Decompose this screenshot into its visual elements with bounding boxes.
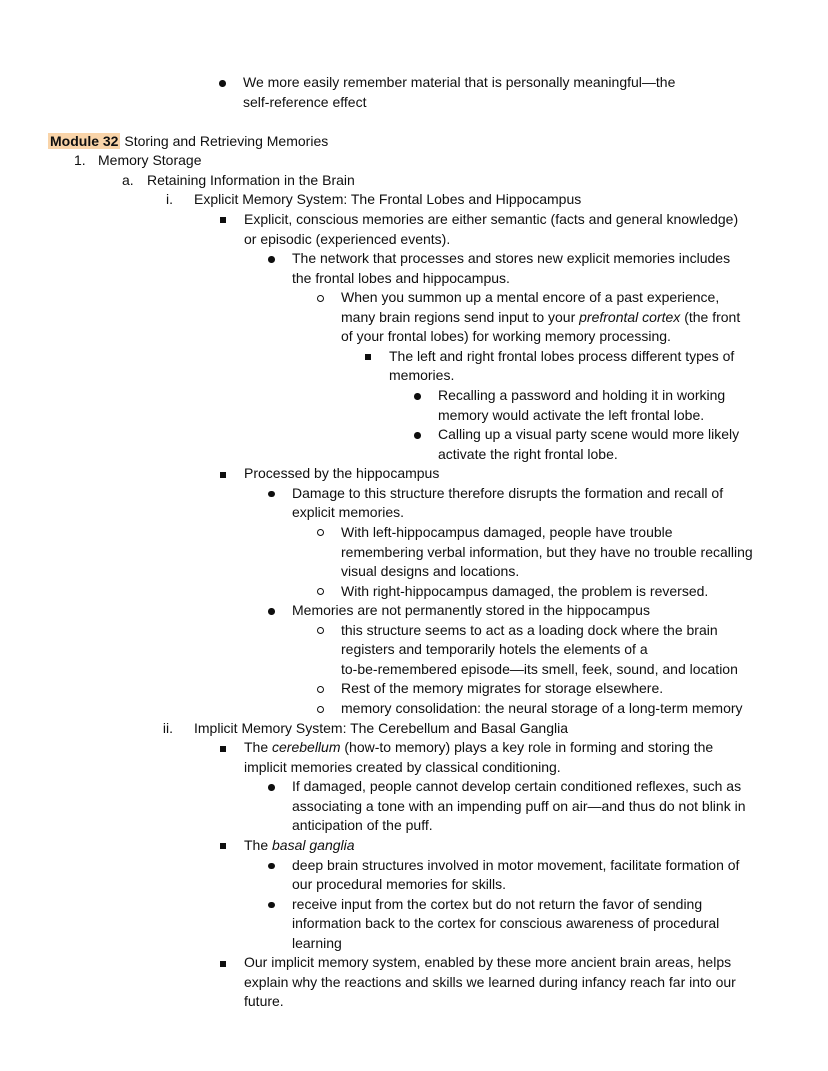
- list-number-marker: a.: [122, 171, 134, 188]
- bullet-marker: [220, 961, 226, 967]
- text-segment: or episodic (experienced events).: [244, 230, 451, 247]
- bullet-marker: [317, 627, 324, 634]
- bullet-marker: [365, 354, 371, 360]
- text-segment: of your frontal lobes) for working memory processing.: [341, 328, 671, 345]
- list-item: [0, 73, 828, 112]
- text-line: [48, 132, 828, 152]
- text-segment: activate the right frontal lobe.: [438, 445, 618, 462]
- list-item: [0, 836, 828, 856]
- text-line: [244, 836, 828, 856]
- list-item: [0, 582, 828, 602]
- text-line: [292, 503, 828, 523]
- text-segment: receive input from the cortex but do not return the favor of sending: [292, 895, 703, 912]
- text-segment: many brain regions send input to your: [341, 308, 580, 325]
- text-line: [244, 210, 828, 230]
- text-line: [292, 856, 828, 876]
- text-line: [244, 973, 828, 993]
- list-item: [0, 464, 828, 484]
- text-line: [292, 601, 828, 621]
- text-segment: memory would activate the left frontal lobe.: [438, 406, 705, 423]
- bullet-marker: [268, 902, 275, 909]
- text-segment: implicit memories created by classical conditioning.: [244, 758, 561, 775]
- list-item: [0, 386, 828, 425]
- text-segment: remembering verbal information, but they have no trouble recalling: [341, 543, 753, 560]
- text-line: [341, 543, 828, 563]
- text-segment: anticipation of the puff.: [292, 817, 433, 834]
- list-item: [0, 171, 828, 191]
- text-segment: Explicit, conscious memories are either semantic (facts and general knowledge): [244, 210, 739, 227]
- bullet-marker: [317, 686, 324, 693]
- text-segment: to-be-remembered episode—its smell, feek, sound, and location: [341, 660, 738, 677]
- text-line: [341, 679, 828, 699]
- list-item: [0, 953, 828, 1012]
- list-number-marker: 1.: [74, 152, 86, 169]
- text-segment: memories.: [389, 367, 455, 384]
- text-segment: information back to the cortex for conscious awareness of procedural: [292, 915, 720, 932]
- list-item: [0, 738, 828, 777]
- list-item: [0, 210, 828, 249]
- list-item: [0, 621, 828, 680]
- bullet-marker: [268, 608, 275, 615]
- text-segment: Storing and Retrieving Memories: [120, 132, 329, 149]
- list-item: [0, 347, 828, 386]
- text-segment: self-reference effect: [243, 93, 367, 110]
- text-segment: cerebellum: [272, 739, 341, 756]
- text-segment: Calling up a visual party scene would more likely: [438, 426, 740, 443]
- text-line: [244, 953, 828, 973]
- list-item: [0, 249, 828, 288]
- text-line: [244, 738, 828, 758]
- text-line: [292, 816, 828, 836]
- text-line: [292, 777, 828, 797]
- text-segment: explain why the reactions and skills we learned during infancy reach far into our: [244, 973, 736, 990]
- bullet-marker: [414, 393, 421, 400]
- text-segment: (the front: [680, 308, 741, 325]
- text-line: [244, 464, 828, 484]
- bullet-marker: [317, 529, 324, 536]
- text-line: [389, 347, 828, 367]
- text-line: [438, 445, 828, 465]
- bullet-marker: [268, 784, 275, 791]
- text-line: [438, 386, 828, 406]
- text-line: [341, 660, 828, 680]
- text-segment: Memories are not permanently stored in the hippocampus: [292, 602, 650, 619]
- text-line: [292, 934, 828, 954]
- bullet-marker: [268, 256, 275, 263]
- text-segment: learning: [292, 934, 342, 951]
- bullet-marker: [220, 746, 226, 752]
- text-line: [341, 699, 828, 719]
- text-line: [389, 366, 828, 386]
- text-line: [341, 640, 828, 660]
- bullet-marker: [317, 706, 324, 713]
- text-line: [292, 895, 828, 915]
- text-line: [244, 230, 828, 250]
- text-line: [292, 249, 828, 269]
- bullet-marker: [220, 217, 226, 223]
- text-line: [341, 288, 828, 308]
- text-segment: Memory Storage: [98, 152, 202, 169]
- text-segment: Our implicit memory system, enabled by these more ancient brain areas, helps: [244, 954, 732, 971]
- list-item: [0, 484, 828, 523]
- bullet-marker: [317, 588, 324, 595]
- text-segment: registers and temporarily hotels the elements of a: [341, 641, 648, 658]
- text-segment: prefrontal cortex: [579, 308, 681, 325]
- text-segment: Processed by the hippocampus: [244, 465, 440, 482]
- text-line: [194, 719, 828, 739]
- text-segment: visual designs and locations.: [341, 563, 520, 580]
- text-segment: The left and right frontal lobes process different types of: [389, 347, 735, 364]
- list-item: [0, 190, 828, 210]
- text-line: [438, 425, 828, 445]
- list-number-marker: i.: [166, 191, 173, 208]
- text-segment: With right-hippocampus damaged, the problem is reversed.: [341, 582, 709, 599]
- list-item: [0, 777, 828, 836]
- highlighted-text: Module 32: [50, 132, 119, 149]
- text-segment: The: [244, 739, 273, 756]
- bullet-marker: [219, 80, 226, 87]
- text-line: [292, 914, 828, 934]
- list-item: [0, 523, 828, 582]
- text-segment: this structure seems to act as a loading dock where the brain: [341, 621, 718, 638]
- bullet-marker: [268, 863, 275, 870]
- text-segment: Rest of the memory migrates for storage elsewhere.: [341, 680, 664, 697]
- text-segment: The network that processes and stores new explicit memories includes: [292, 250, 731, 267]
- text-segment: explicit memories.: [292, 504, 405, 521]
- text-line: [292, 269, 828, 289]
- blank-line: [0, 112, 828, 132]
- list-item: [0, 895, 828, 954]
- text-segment: The: [244, 836, 273, 853]
- text-line: [147, 171, 828, 191]
- text-line: [98, 151, 828, 171]
- list-item: [0, 288, 828, 347]
- text-line: [341, 621, 828, 641]
- text-line: [243, 93, 828, 113]
- text-segment: Explicit Memory System: The Frontal Lobes and Hippocampus: [194, 191, 582, 208]
- text-segment: Damage to this structure therefore disrupts the formation and recall of: [292, 484, 724, 501]
- list-item: [0, 601, 828, 621]
- text-segment: Implicit Memory System: The Cerebellum and Basal Ganglia: [194, 719, 569, 736]
- list-number-marker: ii.: [162, 719, 173, 736]
- text-line: [341, 308, 828, 328]
- text-segment: our procedural memories for skills.: [292, 876, 506, 893]
- bullet-marker: [414, 432, 421, 439]
- text-segment: If damaged, people cannot develop certain conditioned reflexes, such as: [292, 778, 742, 795]
- bullet-marker: [268, 491, 275, 498]
- text-segment: future.: [244, 993, 284, 1010]
- text-line: [341, 523, 828, 543]
- text-segment: the frontal lobes and hippocampus.: [292, 269, 510, 286]
- text-line: [438, 406, 828, 426]
- text-line: [243, 73, 828, 93]
- text-line: [341, 582, 828, 602]
- text-line: [244, 992, 828, 1012]
- text-segment: With left-hippocampus damaged, people have trouble: [341, 523, 673, 540]
- list-item: [0, 679, 828, 699]
- text-segment: basal ganglia: [272, 836, 355, 853]
- text-line: [292, 484, 828, 504]
- text-segment: Recalling a password and holding it in working: [438, 387, 726, 403]
- bullet-marker: [220, 472, 226, 478]
- text-line: [341, 562, 828, 582]
- text-line: [194, 190, 828, 210]
- list-item: [0, 856, 828, 895]
- text-segment: deep brain structures involved in motor movement, facilitate formation of: [292, 856, 740, 873]
- text-line: [292, 875, 828, 895]
- text-segment: When you summon up a mental encore of a past experience,: [341, 289, 720, 306]
- bullet-marker: [317, 295, 324, 302]
- text-segment: memory consolidation: the neural storage of a long-term memory: [341, 700, 743, 716]
- text-segment: We more easily remember material that is personally meaningful—the: [243, 74, 676, 90]
- list-item: [0, 132, 828, 152]
- list-item: [0, 151, 828, 171]
- text-segment: associating a tone with an impending puff on air—and thus do not blink in: [292, 797, 746, 814]
- text-segment: Retaining Information in the Brain: [147, 171, 355, 188]
- text-segment: (how-to memory) plays a key role in forming and storing the: [340, 739, 714, 756]
- list-item: [0, 699, 828, 719]
- text-line: [292, 797, 828, 817]
- list-item: [0, 425, 828, 464]
- text-line: [244, 758, 828, 778]
- bullet-marker: [220, 843, 226, 849]
- text-line: [341, 327, 828, 347]
- list-item: [0, 719, 828, 739]
